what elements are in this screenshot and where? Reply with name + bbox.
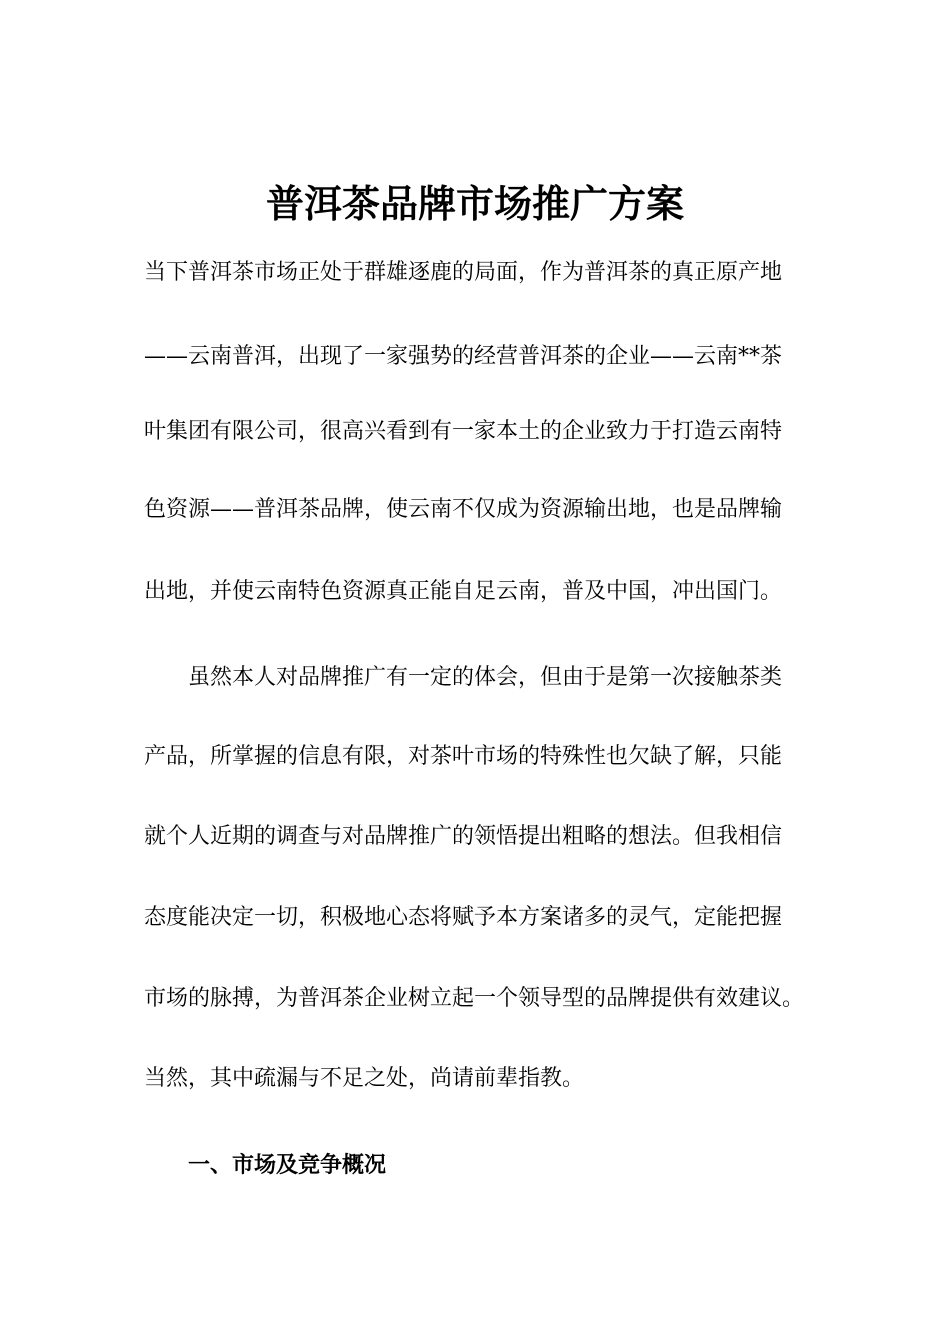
paragraph-2-line-4: 态度能决定一切，积极地心态将赋予本方案诸多的灵气，定能把握 <box>144 905 783 930</box>
paragraph-1-line-3: 叶集团有限公司，很高兴看到有一家本土的企业致力于打造云南特 <box>144 419 783 444</box>
paragraph-1-line-4: 色资源——普洱茶品牌，使云南不仅成为资源输出地，也是品牌输 <box>144 497 783 522</box>
paragraph-2-line-6: 当然，其中疏漏与不足之处，尚请前辈指教。 <box>144 1066 585 1091</box>
paragraph-1-line-1: 当下普洱茶市场正处于群雄逐鹿的局面，作为普洱茶的真正原产地 <box>144 260 783 285</box>
paragraph-2-line-3: 就个人近期的调查与对品牌推广的领悟提出粗略的想法。但我相信 <box>144 824 783 849</box>
paragraph-1-line-5: 出地，并使云南特色资源真正能自足云南，普及中国，冲出国门。 <box>144 579 783 604</box>
paragraph-2-line-5: 市场的脉搏，为普洱茶企业树立起一个领导型的品牌提供有效建议。 <box>144 986 805 1011</box>
paragraph-2-line-1: 虽然本人对品牌推广有一定的体会，但由于是第一次接触茶类 <box>144 665 783 690</box>
paragraph-1-line-2: ——云南普洱，出现了一家强势的经营普洱茶的企业——云南**茶 <box>144 344 783 369</box>
paragraph-2-line-2: 产品，所掌握的信息有限，对茶叶市场的特殊性也欠缺了解，只能 <box>144 744 783 769</box>
document-title: 普洱茶品牌市场推广方案 <box>265 181 684 226</box>
section-1-heading: 一、市场及竞争概况 <box>188 1152 387 1178</box>
